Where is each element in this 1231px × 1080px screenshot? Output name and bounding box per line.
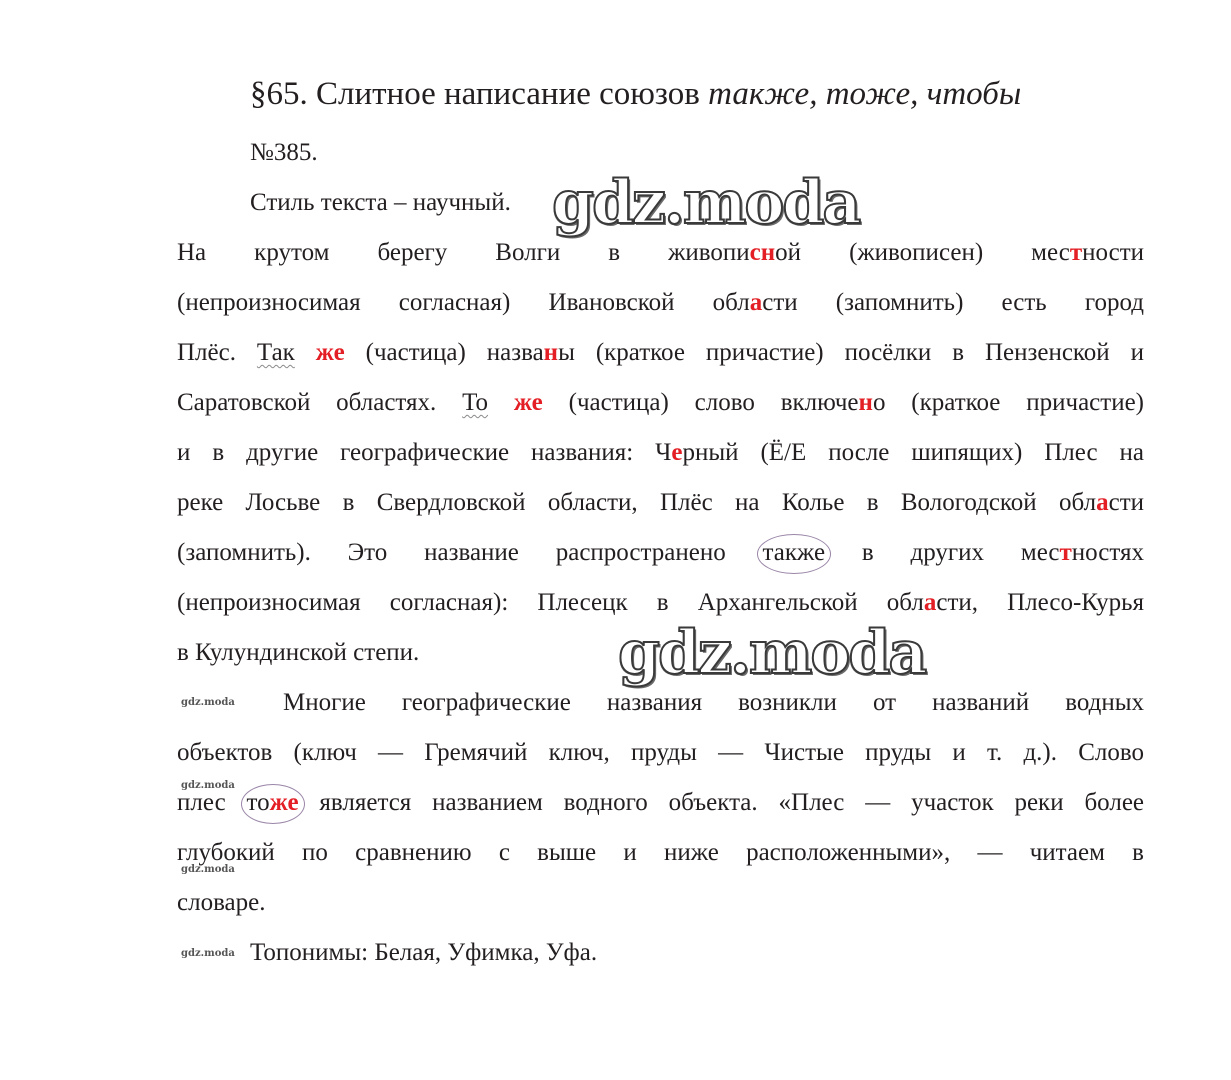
toponyms-line: Топонимы: Белая, Уфимка, Уфа. — [250, 939, 598, 966]
watermark-small: gdz.moda — [181, 697, 235, 708]
paragraph-1-line-8: (непроизносимая согласная): Плесецк в Архангельской области, Плесо-Курья — [177, 589, 1144, 616]
paragraph-1-line-5: и в другие географические названия: Черный (Ё/Е после шипящих) Плес на — [177, 439, 1144, 466]
watermark-large: gdz.moda — [618, 618, 926, 688]
paragraph-2-line-4: глубокий по сравнению с выше и ниже расположенными», — читаем в — [177, 839, 1144, 866]
circle-mark — [757, 534, 832, 574]
paragraph-2-line-2: объектов (ключ — Гремячий ключ, пруды — Чистые пруды и т. д.). Слово — [177, 739, 1144, 766]
circled-word-tozhe: тоже — [247, 786, 299, 820]
paragraph-2-line-1: Многие географические названия возникли от названий водных — [283, 689, 1144, 716]
watermark-small: gdz.moda — [181, 864, 235, 875]
paragraph-1-line-2: (непроизносимая согласная) Ивановской области (запомнить) есть город — [177, 289, 1144, 316]
paragraph-1-line-6: реке Лосьве в Свердловской области, Плёс на Колье в Вологодской области — [177, 489, 1144, 516]
watermark-large: gdz.moda — [552, 168, 860, 238]
watermark-small: gdz.moda — [181, 780, 235, 791]
circled-word-takzhe: также — [763, 536, 826, 570]
paragraph-1-line-3: Плёс. Так же (частица) названы (краткое причастие) посёлки в Пензенской и — [177, 339, 1145, 366]
text-style-line: Стиль текста – научный. — [250, 189, 511, 216]
paragraph-2-line-3: плес тоже является названием водного объекта. «Плес — участок реки более — [177, 786, 1144, 820]
paragraph-1-line-4: Саратовской областях. То же (частица) слово включено (краткое причастие) — [177, 389, 1144, 416]
paragraph-2-line-5: словаре. — [177, 889, 266, 916]
paragraph-1-line-7: (запомнить). Это название распространено также в других местностях — [177, 536, 1144, 570]
paragraph-1-line-1: На крутом берегу Волги в живописной (живописен) местности — [177, 239, 1144, 266]
circle-mark — [241, 784, 305, 824]
paragraph-1-line-9: в Кулундинской степи. — [177, 639, 420, 666]
section-title: §65. Слитное написание союзов также, тоже, чтобы — [250, 76, 1022, 112]
exercise-number: №385. — [250, 139, 318, 166]
watermark-small: gdz.moda — [181, 948, 235, 959]
